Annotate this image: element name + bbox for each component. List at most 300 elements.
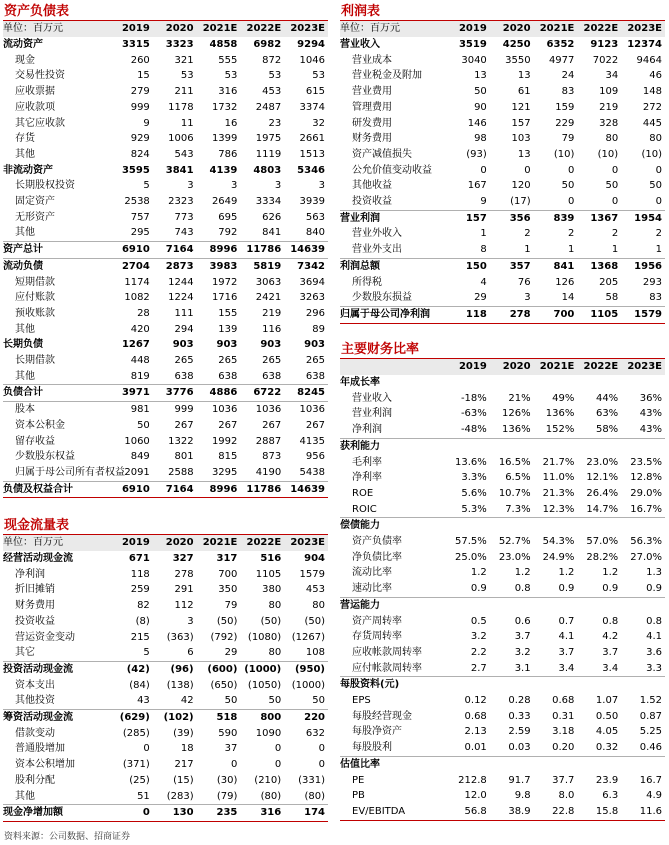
row-value: 638	[153, 369, 197, 385]
row-value	[534, 756, 578, 772]
row-label: 负债合计	[3, 385, 109, 402]
table-row	[340, 804, 665, 820]
row-label: 折旧摊销	[15, 584, 55, 596]
row-label: 营业收入	[352, 392, 392, 404]
row-label: 股利分配	[15, 774, 55, 786]
row-value: (50)	[216, 615, 238, 627]
row-value: 0.9	[577, 581, 621, 597]
row-value: 671	[128, 553, 150, 564]
table-row	[340, 242, 665, 258]
row-value: 3	[318, 180, 325, 192]
table-row	[340, 37, 665, 53]
unit-label: 单位：百万元	[3, 535, 109, 551]
row-value: 4135	[299, 435, 325, 447]
row-label: EV/EBITDA	[340, 804, 446, 820]
row-value: 4803	[253, 164, 282, 176]
row-value: 130	[153, 805, 197, 822]
row-value: 3	[490, 290, 534, 306]
row-value: 52.7%	[498, 536, 531, 548]
table-row	[340, 258, 665, 274]
row-value: 0.9	[534, 581, 578, 597]
header-row	[340, 21, 665, 37]
table-row	[3, 449, 328, 465]
row-value: 849	[130, 451, 150, 463]
row-label: 毛利率	[352, 456, 382, 468]
row-value: 50	[605, 180, 619, 192]
row-value	[577, 438, 621, 454]
row-value: 36%	[639, 392, 662, 404]
row-value: 146	[467, 117, 487, 129]
table-row	[3, 353, 328, 369]
row-value: 76	[517, 276, 531, 288]
row-value: 0.01	[446, 740, 490, 756]
row-value: 0	[621, 194, 665, 210]
row-value: 56.8	[446, 804, 490, 820]
row-value: (96)	[170, 663, 194, 675]
year-header: 2019	[109, 21, 153, 37]
row-value: -18%	[460, 392, 487, 404]
row-value: 1.2	[558, 567, 575, 579]
row-label: 营业税金及附加	[352, 70, 422, 82]
table-row	[3, 53, 328, 69]
row-value: 903	[304, 339, 325, 351]
row-value: 801	[174, 451, 194, 463]
year-header: 2022E	[240, 21, 284, 37]
row-value: 267	[218, 419, 238, 431]
table-row	[3, 178, 328, 194]
table-row	[340, 100, 665, 116]
table-row	[340, 422, 665, 438]
table-row	[340, 53, 665, 69]
row-value: 1224	[168, 292, 194, 304]
table-row	[340, 773, 665, 789]
row-label: 利润总额	[340, 260, 380, 272]
row-label: 少数股东损益	[340, 290, 446, 306]
row-value: 903	[260, 339, 282, 351]
row-value: 23.5%	[630, 456, 662, 468]
row-label: 资本公积增加	[15, 759, 75, 771]
row-value: 0.68	[552, 695, 575, 707]
row-value: 9	[143, 117, 150, 129]
row-value: 0	[231, 759, 238, 771]
row-value: (210)	[254, 774, 282, 786]
row-value: (363)	[166, 631, 194, 643]
table-row	[340, 68, 665, 84]
row-value: 0	[109, 805, 153, 822]
row-label: 资产周转率	[352, 615, 402, 627]
row-value: 98	[474, 133, 487, 145]
row-value: 83	[561, 86, 575, 98]
row-value: 555	[218, 54, 238, 66]
table-row	[340, 84, 665, 100]
row-label: 净利率	[352, 472, 382, 484]
row-value: 23.0%	[586, 456, 619, 468]
row-value: 15.8	[577, 804, 621, 820]
row-value: (650)	[210, 679, 238, 691]
row-value: 3550	[505, 54, 531, 66]
row-value: (950)	[294, 663, 325, 675]
row-value: 11	[180, 117, 194, 129]
row-value: 1716	[211, 292, 238, 304]
row-label: 财务费用	[15, 600, 55, 612]
row-value: 217	[174, 759, 194, 771]
income-statement-panel	[340, 2, 665, 324]
row-value: 21%	[508, 392, 531, 404]
row-value: 453	[262, 86, 282, 98]
row-value: (8)	[135, 615, 150, 627]
row-value: 34	[605, 70, 619, 82]
table-row	[340, 788, 665, 804]
cashflow-table	[3, 535, 328, 822]
row-value	[534, 375, 578, 391]
table-row	[3, 582, 328, 598]
table-row	[3, 68, 328, 84]
row-value: 53	[180, 70, 194, 82]
row-value: 80	[240, 645, 284, 661]
row-label: 归属于母公司所有者权益	[3, 465, 109, 481]
row-value: 212.8	[458, 774, 487, 786]
table-row	[3, 147, 328, 163]
row-label: 资产负债率	[352, 536, 402, 548]
row-value: 3.6	[646, 646, 662, 658]
row-value: 615	[305, 86, 325, 98]
row-value: 3776	[153, 385, 197, 402]
row-value: 3	[187, 615, 194, 627]
table-row	[340, 677, 665, 693]
row-value: (283)	[153, 789, 197, 805]
row-value: 13	[474, 70, 487, 82]
row-value: 1	[621, 242, 665, 258]
row-value: 4886	[197, 385, 241, 402]
row-value: 1	[480, 228, 487, 240]
row-value: (1050)	[247, 679, 282, 691]
row-value: 91.7	[508, 774, 531, 786]
table-row	[340, 724, 665, 740]
row-value: 1322	[168, 435, 194, 447]
row-label: 长期股权投资	[15, 180, 75, 192]
row-value: 6910	[109, 481, 153, 498]
row-value: 1105	[577, 306, 621, 323]
row-value: 3.2	[470, 631, 487, 643]
row-value: 3.4	[534, 661, 578, 677]
row-value: 819	[109, 369, 153, 385]
row-value: 1.2	[470, 567, 487, 579]
row-value	[446, 518, 490, 534]
row-value: 111	[174, 307, 194, 319]
row-value: 265	[218, 355, 238, 367]
row-value: 26.4%	[586, 487, 619, 499]
row-value: (50)	[304, 615, 325, 627]
row-label: 净利润	[340, 422, 446, 438]
row-value: 80	[268, 600, 282, 612]
year-header: 2021E	[534, 359, 578, 375]
row-value: (285)	[122, 727, 150, 739]
row-value: (30)	[216, 774, 238, 786]
row-value: 37.7	[552, 774, 575, 786]
row-value: 2	[524, 228, 531, 240]
row-value: 12.1%	[586, 472, 619, 484]
row-value: 265	[305, 355, 325, 367]
row-value: 28	[137, 307, 150, 319]
row-value: 2	[655, 228, 662, 240]
row-value: 445	[642, 117, 662, 129]
row-value: 215	[130, 631, 150, 643]
row-value: 11786	[240, 242, 284, 259]
row-value: 2538	[124, 196, 150, 208]
table-row	[3, 710, 328, 726]
row-value: 14.7%	[577, 502, 621, 518]
row-value: 3295	[197, 465, 241, 481]
row-value: 296	[305, 307, 325, 319]
row-value: 4977	[548, 54, 575, 66]
row-value: 0.9	[446, 581, 490, 597]
table-row	[3, 418, 328, 434]
row-value: 12.8%	[630, 472, 662, 484]
row-value: 13	[517, 70, 531, 82]
row-value: 0	[318, 743, 325, 755]
row-label: 应付帐款周转率	[340, 661, 446, 677]
row-value: 16.5%	[498, 456, 531, 468]
row-value: 32	[312, 117, 325, 129]
row-value: 6352	[546, 39, 575, 50]
table-row	[340, 534, 665, 550]
row-value: 120	[511, 180, 531, 192]
row-value	[577, 756, 621, 772]
row-value: 267	[262, 419, 282, 431]
row-value: 841	[240, 225, 284, 241]
row-value: 0.31	[552, 710, 575, 722]
row-value: 4	[480, 276, 487, 288]
row-value: 3040	[461, 54, 487, 66]
row-label: 营运资金变动	[15, 631, 75, 643]
table-row	[340, 406, 665, 422]
balance-sheet-panel	[3, 2, 328, 498]
row-value: 139	[218, 323, 238, 335]
year-header: 2021E	[534, 21, 578, 37]
table-row	[340, 275, 665, 291]
row-value: 638	[284, 369, 328, 385]
row-label: PE	[352, 774, 365, 786]
row-value: 11.6	[621, 804, 665, 820]
row-value: 6910	[109, 242, 153, 259]
row-label: 流动资产	[3, 39, 43, 50]
row-value: 150	[465, 260, 487, 272]
row-label: 研发费用	[352, 117, 392, 129]
row-value: 786	[218, 148, 238, 160]
row-value: 157	[511, 117, 531, 129]
row-label: 投资收益	[340, 194, 446, 210]
row-value: 9123	[590, 39, 619, 50]
row-label: 负债及权益合计	[3, 481, 109, 498]
table-row	[3, 726, 328, 742]
row-value: 4190	[240, 465, 284, 481]
row-value	[621, 518, 665, 534]
row-value: 516	[260, 553, 282, 564]
row-label: 无形资产	[15, 211, 55, 223]
row-value: 259	[130, 584, 150, 596]
row-label: 应付账款	[15, 292, 55, 304]
row-value: 0	[577, 194, 621, 210]
row-value: (80)	[284, 789, 328, 805]
row-value: 3.7	[514, 631, 531, 643]
year-header: 2023E	[621, 21, 665, 37]
row-value: 46	[649, 70, 662, 82]
row-value: 205	[599, 276, 619, 288]
row-value: 155	[218, 307, 238, 319]
row-value: 2.13	[464, 726, 487, 738]
row-label: 应收款项	[15, 101, 55, 113]
row-value: 9294	[297, 39, 325, 50]
row-value: 9	[446, 194, 490, 210]
row-value	[490, 597, 534, 613]
table-row	[3, 194, 328, 210]
row-label: 投资活动现金流	[3, 663, 73, 675]
row-value: 167	[467, 180, 487, 192]
ratios-title: 主要财务比率	[340, 340, 665, 359]
table-row	[340, 740, 665, 756]
row-value: 5.25	[639, 726, 662, 738]
row-value: 1060	[124, 435, 150, 447]
row-value: 1954	[634, 212, 662, 224]
table-row	[340, 565, 665, 581]
row-value: 3.18	[552, 726, 575, 738]
row-value: 2704	[121, 260, 150, 272]
row-value: 23.9	[595, 774, 619, 786]
row-label: 每股资料(元)	[340, 679, 400, 691]
row-label: 其他	[15, 323, 35, 335]
table-row	[3, 630, 328, 646]
row-value: 18	[180, 743, 194, 755]
row-label: 其他	[15, 148, 35, 160]
row-label: 筹资活动现金流	[3, 712, 73, 724]
row-value: 25.0%	[455, 551, 487, 563]
row-value: (17)	[490, 194, 534, 210]
row-value: 14639	[284, 481, 328, 498]
row-value: 29.0%	[630, 487, 662, 499]
row-label: 营业利润	[340, 212, 380, 224]
row-value: 42	[153, 693, 197, 709]
row-value: 4858	[209, 39, 238, 50]
row-value: 50	[649, 180, 662, 192]
row-value: 8.0	[558, 790, 575, 802]
row-value: 8996	[197, 481, 241, 498]
row-value: (10)	[641, 148, 662, 160]
row-value: 3519	[458, 39, 487, 50]
row-value: 1972	[211, 276, 238, 288]
row-value: 0.87	[639, 710, 662, 722]
row-value: 29	[446, 290, 490, 306]
ratios-panel	[340, 340, 665, 821]
table-row	[3, 481, 328, 498]
row-value: 3.1	[490, 661, 534, 677]
row-value: 16	[224, 117, 238, 129]
row-value: 109	[599, 86, 619, 98]
row-value: 4.2	[602, 631, 619, 643]
row-value: 13	[517, 148, 531, 160]
row-value: 103	[511, 133, 531, 145]
row-value: 118	[446, 306, 490, 323]
table-row	[3, 242, 328, 259]
row-value: 8996	[197, 242, 241, 259]
year-header: 2020	[490, 21, 534, 37]
row-label: 估值比率	[340, 758, 380, 770]
row-value: 2487	[255, 101, 282, 113]
row-value: 4.1	[558, 631, 575, 643]
row-value: 0.20	[534, 740, 578, 756]
row-value: -63%	[460, 408, 487, 420]
row-value: 3	[231, 180, 238, 192]
row-value: 2.59	[508, 726, 531, 738]
row-value: (138)	[166, 679, 194, 691]
row-value: 350	[218, 584, 238, 596]
row-value: 6722	[240, 385, 284, 402]
row-value: 1006	[168, 133, 194, 145]
row-value: (93)	[466, 148, 487, 160]
table-row	[3, 37, 328, 53]
row-value: 279	[130, 86, 150, 98]
table-row	[3, 385, 328, 402]
row-value: 5	[143, 180, 150, 192]
table-row	[340, 614, 665, 630]
row-value	[621, 438, 665, 454]
table-row	[340, 486, 665, 502]
row-value: 0.5	[470, 615, 487, 627]
row-value: 219	[262, 307, 282, 319]
row-value: 79	[561, 133, 575, 145]
row-value: 1082	[124, 292, 150, 304]
row-value: 235	[197, 805, 241, 822]
row-value: (629)	[119, 712, 150, 724]
row-value: 0.8	[646, 615, 662, 627]
row-value: 8	[446, 242, 490, 258]
table-row	[3, 290, 328, 306]
row-label: 公允价值变动收益	[352, 164, 432, 176]
row-value: 563	[305, 211, 325, 223]
table-row	[3, 131, 328, 147]
row-value: 3063	[255, 276, 282, 288]
row-value: 700	[218, 568, 238, 580]
row-value: 3939	[299, 196, 325, 208]
row-value: 448	[130, 355, 150, 367]
row-value: 265	[262, 355, 282, 367]
row-value: (792)	[210, 631, 238, 643]
row-value: 2588	[153, 465, 197, 481]
row-value: 1579	[299, 568, 325, 580]
row-value: 159	[555, 101, 575, 113]
row-label: 资本公积金	[15, 419, 65, 431]
row-value	[446, 677, 490, 693]
row-value: 2873	[165, 260, 194, 272]
row-value: 1.52	[639, 695, 662, 707]
row-label: 每股股利	[340, 740, 446, 756]
row-value: 743	[153, 225, 197, 241]
table-row	[3, 598, 328, 614]
row-value: 83	[621, 290, 665, 306]
row-value: 1090	[255, 727, 282, 739]
row-value: 700	[534, 306, 578, 323]
year-header: 2023E	[621, 359, 665, 375]
row-value: 118	[130, 568, 150, 580]
row-value: 380	[262, 584, 282, 596]
table-row	[340, 693, 665, 709]
row-value: 12374	[627, 39, 662, 50]
row-value: 126	[555, 276, 575, 288]
row-value: 27.0%	[630, 551, 662, 563]
row-value: 291	[174, 584, 194, 596]
row-value: 0	[274, 759, 282, 771]
row-value: -48%	[446, 422, 490, 438]
year-header: 2019	[446, 359, 490, 375]
